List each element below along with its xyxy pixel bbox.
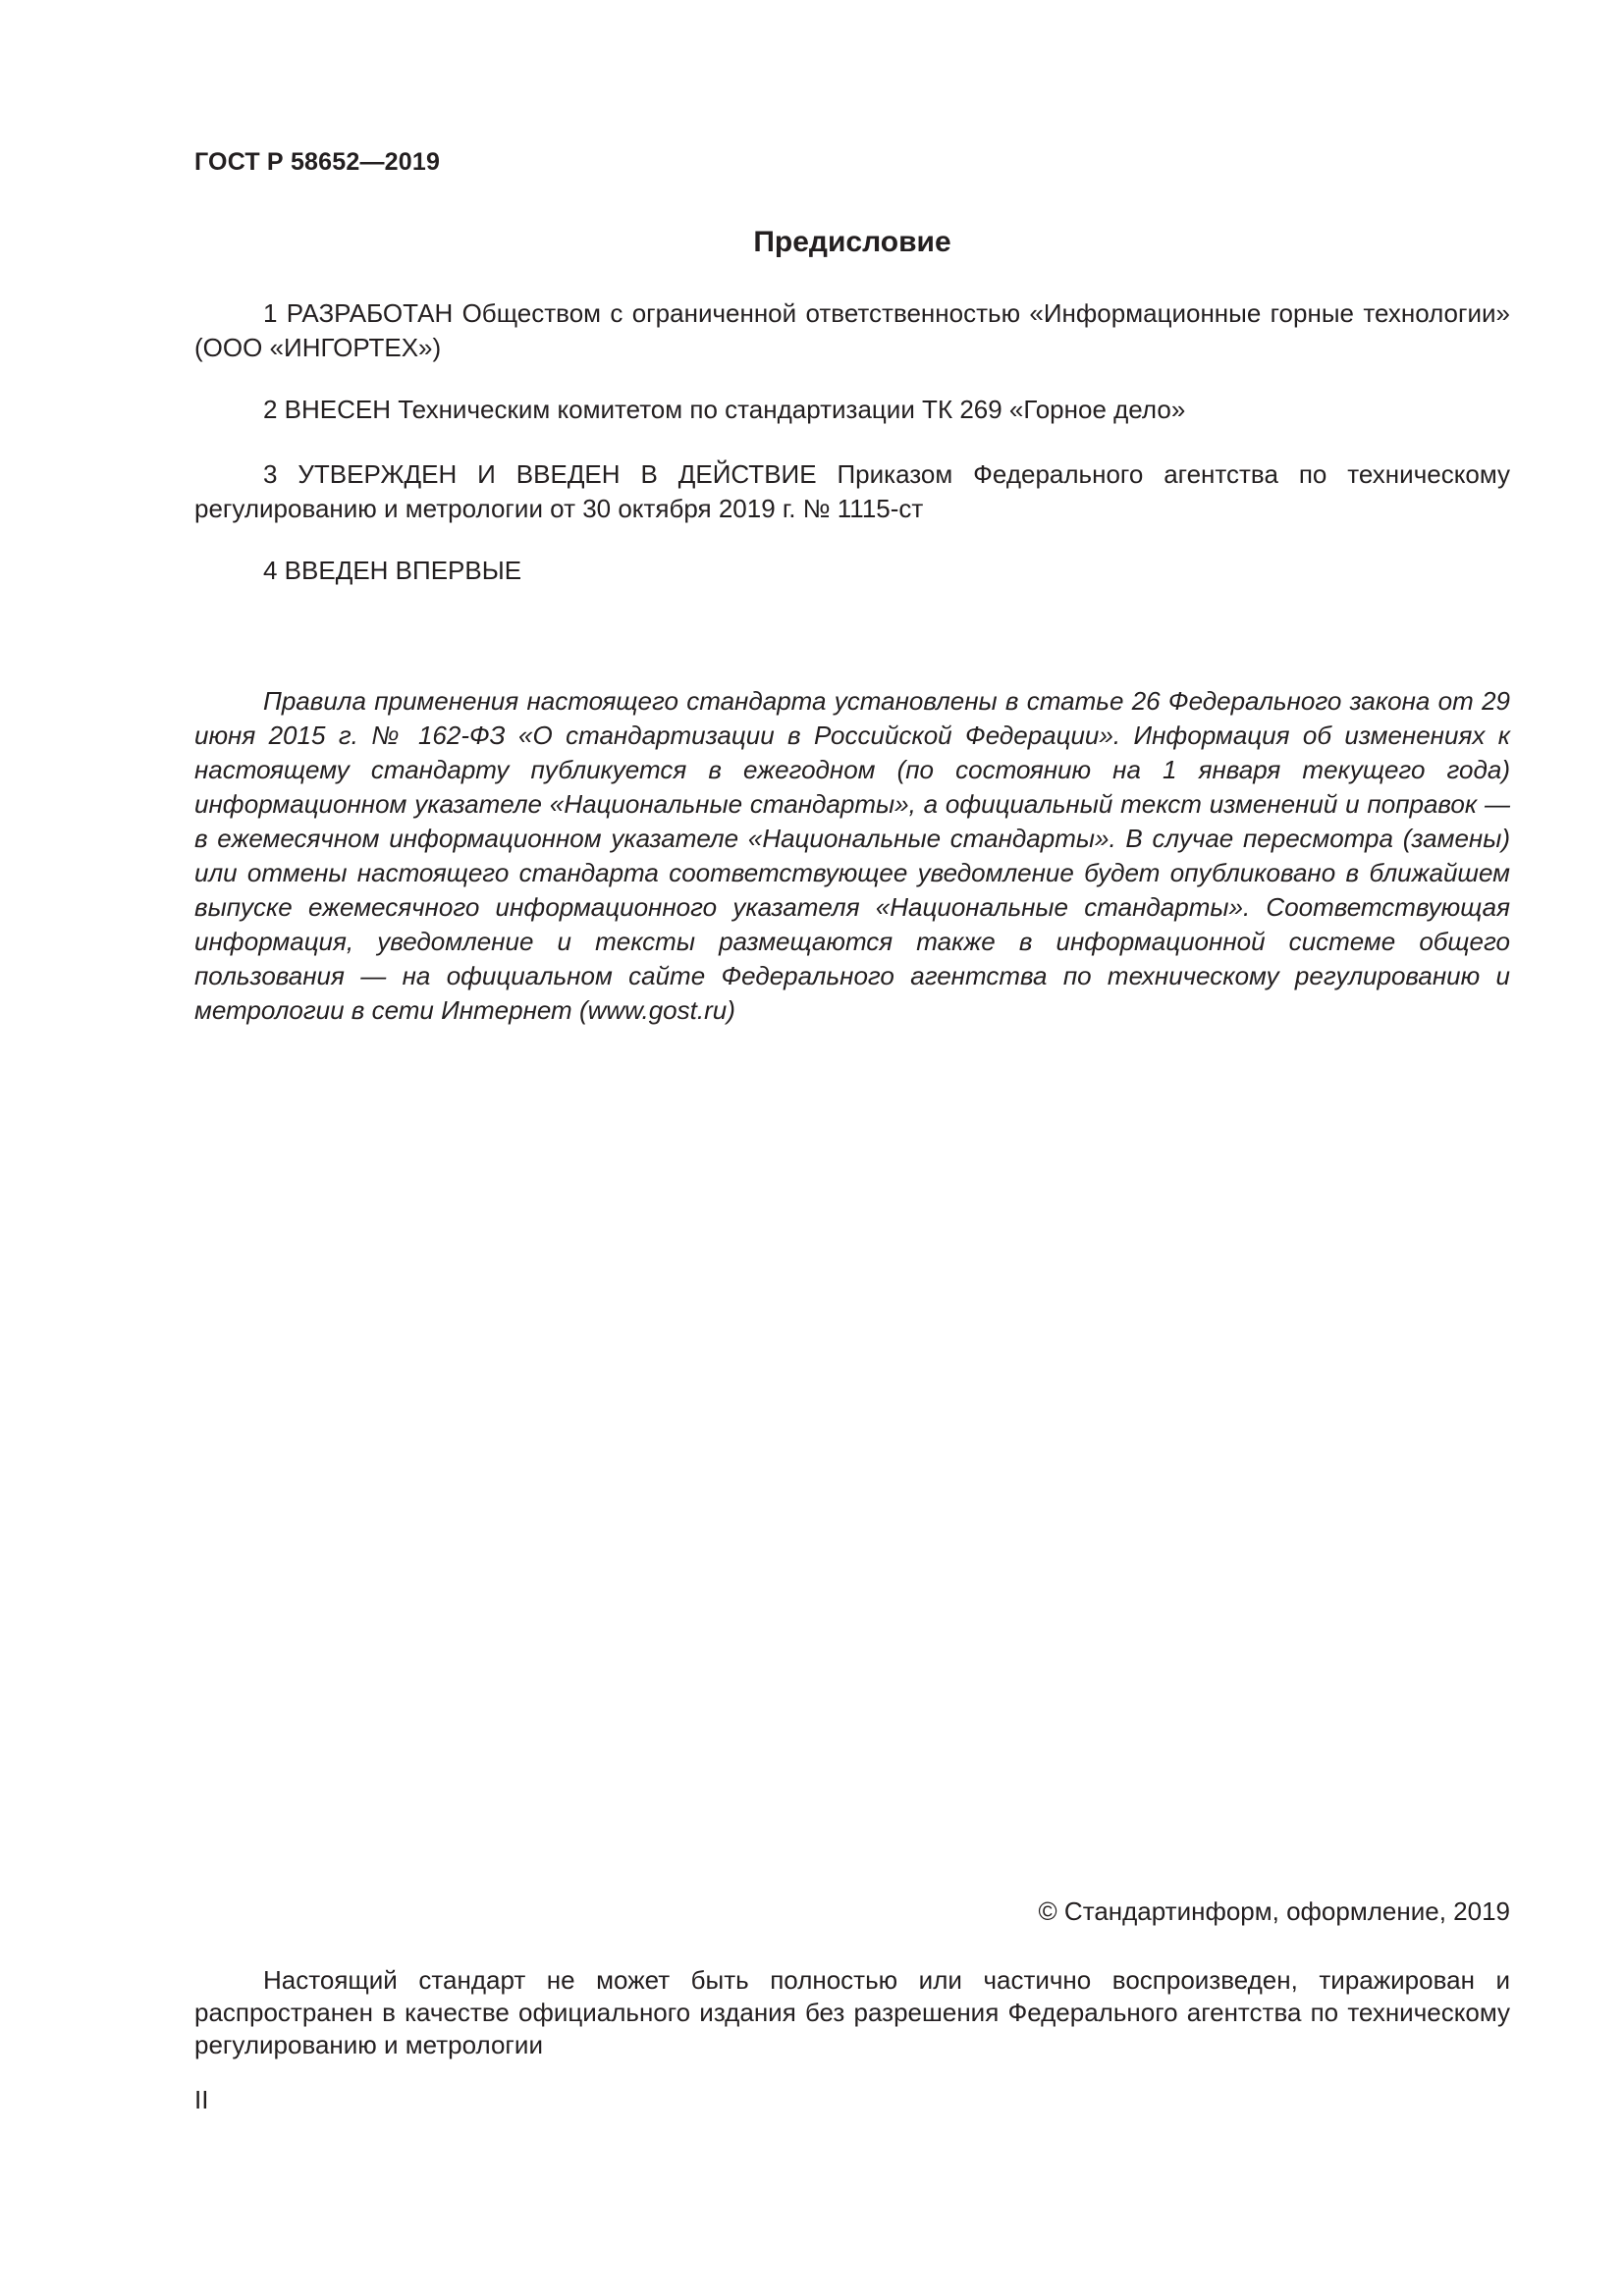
foreword-item-3: 3 УТВЕРЖДЕН И ВВЕДЕН В ДЕЙСТВИЕ Приказом Федерального агентства по техническому регулированию и метрологии от 30 октября 2019 г. № 1115-ст bbox=[194, 459, 1510, 523]
copyright-line: © Стандартинформ, оформление, 2019 bbox=[1038, 1896, 1510, 1926]
rules-notice: Правила применения настоящего стандарта установлены в статье 26 Федерального закона от 29 июня 2015 г. № 162-ФЗ «О стандартизации в Российской Федерации». Информация об изменениях к настоящему стандарту публикуется в ежегодном (по состоянию на 1 января текущего года) информационном указателе «Национальные стандарты», а официальный текст изменений и поправок — в ежемесячном информационном указателе «Национальные стандарты». В случае пересмотра (замены) или отмены настоящего стандарта соответствующее уведомление будет опубликовано в ближайшем выпуске ежемесячного информационного указателя «Национальные стандарты». Соответствующая информация, уведомление и тексты размещаются также в информационной системе общего пользования — на официальном сайте Федерального агентства по техническому регулированию и метрологии в сети Интернет (www.gost.ru) bbox=[194, 686, 1510, 1025]
foreword-item-2: 2 ВНЕСЕН Техническим комитетом по стандартизации ТК 269 «Горное дело» bbox=[263, 395, 1186, 424]
reproduction-notice: Настоящий стандарт не может быть полностью или частично воспроизведен, тиражирован и распространен в качестве официального издания без разрешения Федерального агентства по техническому регулированию и метрологии bbox=[194, 1965, 1510, 2059]
page-title: Предисловие bbox=[753, 226, 951, 258]
foreword-item-1: 1 РАЗРАБОТАН Обществом с ограниченной ответственностью «Информационные горные технологии» (ООО «ИНГОРТЕХ») bbox=[194, 298, 1510, 362]
page-number: II bbox=[194, 2085, 209, 2114]
foreword-item-4: 4 ВВЕДЕН ВПЕРВЫЕ bbox=[263, 556, 522, 585]
standard-code-header: ГОСТ Р 58652—2019 bbox=[194, 148, 441, 176]
